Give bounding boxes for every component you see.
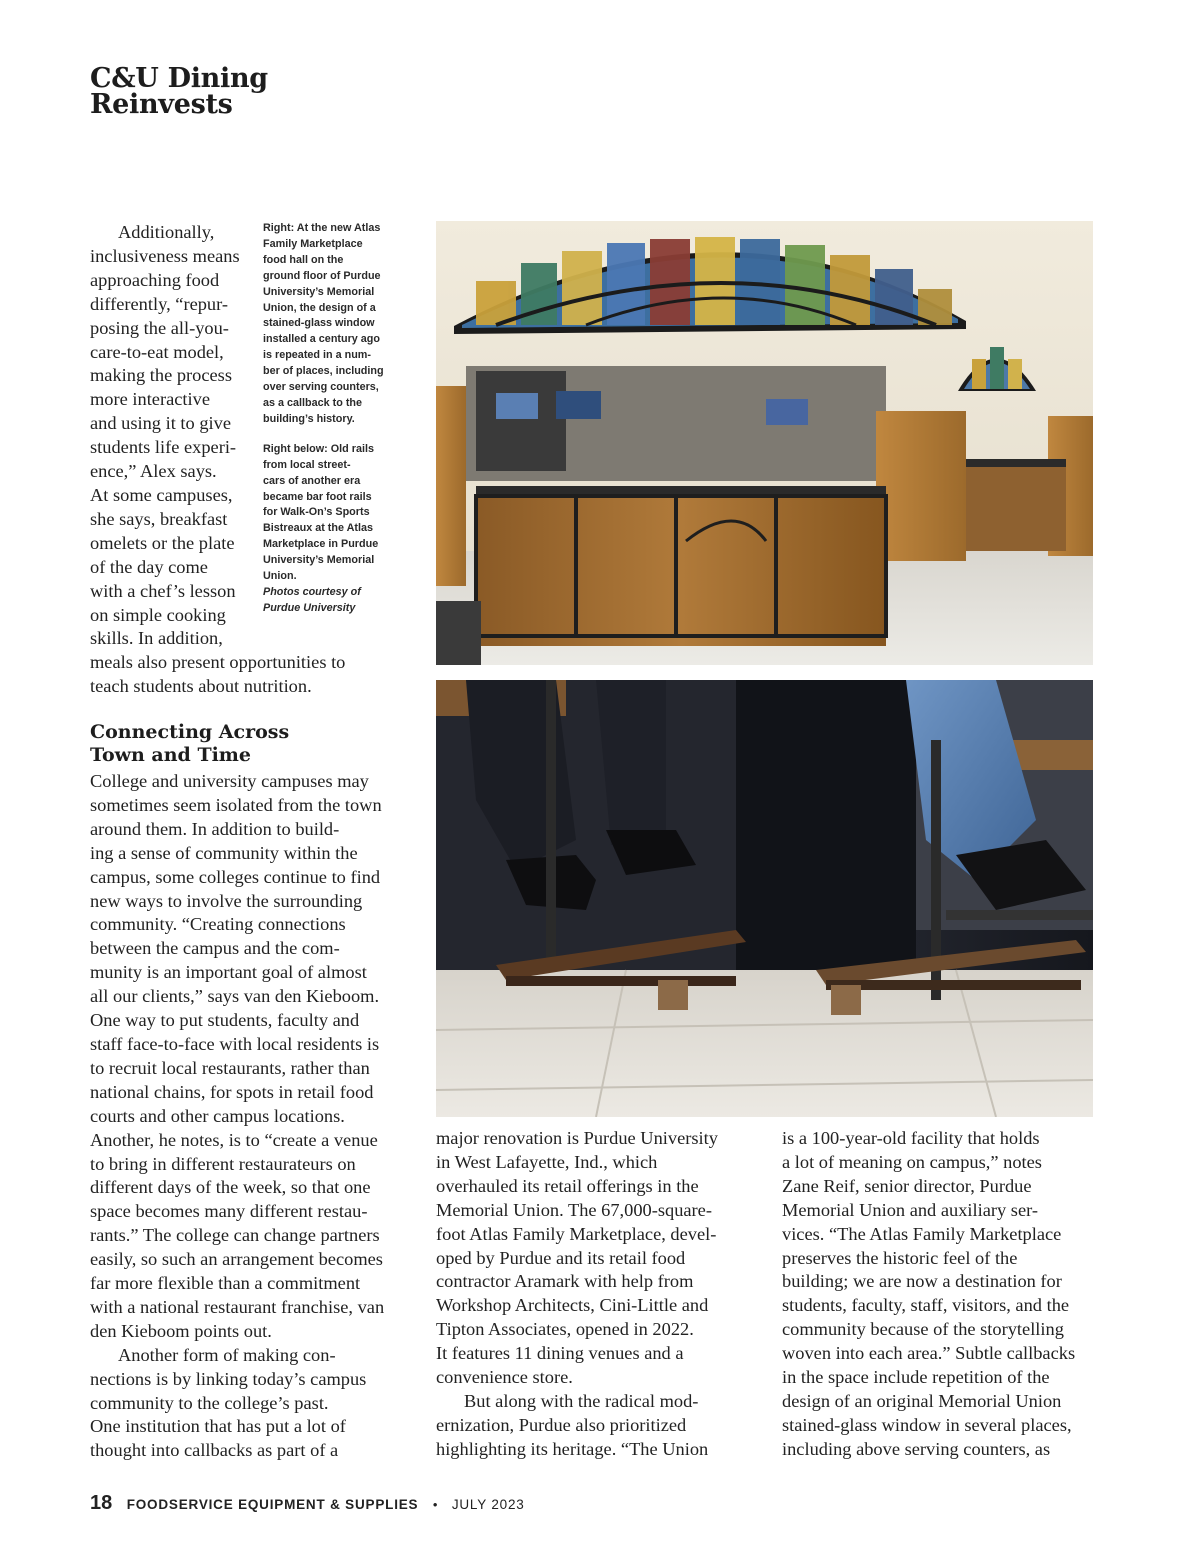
paragraph xyxy=(90,1344,410,1464)
text-line: teach students about nutrition. xyxy=(90,675,312,696)
caption-bottom-photo xyxy=(263,442,411,585)
caption-line: University’s Memorial xyxy=(263,554,375,567)
caption-line: Union, the design of a xyxy=(263,301,376,314)
caption-line: Marketplace in Purdue xyxy=(263,538,379,551)
text-line: vices. “The Atlas Family Marketplace xyxy=(782,1223,1062,1244)
caption-line: Family Marketplace xyxy=(263,237,363,250)
caption-line: ground floor of Purdue xyxy=(263,269,381,282)
text-line: new ways to involve the surrounding xyxy=(90,890,363,911)
text-line: nections is by linking today’s campus xyxy=(90,1368,367,1389)
text-line: oped by Purdue and its retail food xyxy=(436,1247,686,1268)
text-line: It features 11 dining venues and a xyxy=(436,1343,684,1364)
text-line: courts and other campus locations. xyxy=(90,1105,345,1126)
caption-line: is repeated in a num- xyxy=(263,349,371,362)
caption-line: Right below: Old rails xyxy=(263,442,374,455)
text-line: staff face-to-face with local residents is xyxy=(90,1033,380,1054)
text-line: ence,” Alex says. xyxy=(90,461,217,482)
text-line: Memorial Union and auxiliary ser- xyxy=(782,1199,1039,1220)
text-line: posing the all-you- xyxy=(90,317,229,338)
caption-line: from local street- xyxy=(263,458,351,471)
text-line: woven into each area.” Subtle callbacks xyxy=(782,1343,1076,1364)
text-line: differently, “repur- xyxy=(90,293,229,314)
text-line: making the process xyxy=(90,365,232,386)
caption-line: Union. xyxy=(263,570,297,583)
text-line: far more flexible than a commitment xyxy=(90,1273,361,1294)
text-line: foot Atlas Family Marketplace, devel- xyxy=(436,1223,717,1244)
text-line: to bring in different restaurateurs on xyxy=(90,1153,356,1174)
text-line: community to the college’s past. xyxy=(90,1392,329,1413)
text-line: Additionally, xyxy=(118,222,215,242)
intro-paragraph xyxy=(90,221,250,651)
footer-separator: • xyxy=(432,1497,438,1512)
photo-captions xyxy=(263,221,411,617)
issue-date: JULY 2023 xyxy=(451,1497,525,1512)
text-line: One institution that has put a lot of xyxy=(90,1416,346,1437)
text-line: munity is an important goal of almost xyxy=(90,962,367,983)
photo-foot-rails xyxy=(436,680,1093,1117)
caption-top-photo xyxy=(263,221,411,428)
paragraph xyxy=(90,770,410,1344)
column-1 xyxy=(90,770,410,1463)
text-line: all our clients,” says van den Kieboom. xyxy=(90,986,380,1007)
section-title-line: C&U Dining xyxy=(90,63,268,94)
section-title xyxy=(90,63,430,120)
caption-line: stained-glass window xyxy=(263,317,375,330)
text-line: different days of the week, so that one xyxy=(90,1177,371,1198)
text-line: rants.” The college can change partners xyxy=(90,1225,380,1246)
text-line: easily, so such an arrangement becomes xyxy=(90,1249,383,1270)
text-line: design of an original Memorial Union xyxy=(782,1390,1062,1411)
text-line: inclusiveness means xyxy=(90,245,240,266)
text-line: stained-glass window in several places, xyxy=(782,1414,1072,1435)
caption-line: food hall on the xyxy=(263,253,344,266)
text-line: At some campuses, xyxy=(90,484,233,505)
text-line: to recruit local restaurants, rather than xyxy=(90,1057,370,1078)
caption-line: Bistreaux at the Atlas xyxy=(263,522,374,535)
paragraph xyxy=(436,1390,751,1462)
caption-line: installed a century ago xyxy=(263,333,380,346)
text-line: But along with the radical mod- xyxy=(464,1390,699,1411)
text-line: community. “Creating connections xyxy=(90,914,346,935)
text-line: in West Lafayette, Ind., which xyxy=(436,1151,658,1172)
text-line: omelets or the plate xyxy=(90,532,235,553)
text-line: in the space include repetition of the xyxy=(782,1367,1050,1388)
text-line: campus, some colleges continue to find xyxy=(90,866,381,887)
text-line: she says, breakfast xyxy=(90,508,228,529)
subheading-line: Connecting Across xyxy=(90,721,290,743)
credit-line: Photos courtesy of xyxy=(263,585,361,598)
caption-line: University’s Memorial xyxy=(263,285,375,298)
text-line: around them. In addition to build- xyxy=(90,818,340,839)
text-line: Another, he notes, is to “create a venue xyxy=(90,1129,378,1150)
text-line: between the campus and the com- xyxy=(90,938,340,959)
text-line: sometimes seem isolated from the town xyxy=(90,794,382,815)
column-3 xyxy=(782,1127,1102,1462)
text-line: meals also present opportunities to xyxy=(90,652,346,672)
text-line: more interactive xyxy=(90,389,210,410)
text-line: is a 100-year-old facility that holds xyxy=(782,1128,1040,1148)
text-line: One way to put students, faculty and xyxy=(90,1010,360,1031)
text-line: Another form of making con- xyxy=(118,1344,336,1365)
text-line: Tipton Associates, opened in 2022. xyxy=(436,1319,694,1340)
text-line: with a chef’s lesson xyxy=(90,580,236,601)
text-line: a lot of meaning on campus,” notes xyxy=(782,1151,1042,1172)
text-line: care-to-eat model, xyxy=(90,341,224,362)
intro-paragraph-end xyxy=(90,651,410,699)
text-line: contractor Aramark with help from xyxy=(436,1271,694,1292)
text-line: highlighting its heritage. “The Union xyxy=(436,1438,709,1459)
subheading xyxy=(90,721,410,767)
caption-line: building’s history. xyxy=(263,412,355,425)
magazine-name: FOODSERVICE EQUIPMENT & SUPPLIES xyxy=(126,1497,419,1512)
text-line: national chains, for spots in retail food xyxy=(90,1081,374,1102)
caption-line: as a callback to the xyxy=(263,396,363,409)
page-number: 18 xyxy=(90,1492,113,1514)
text-line: overhauled its retail offerings in the xyxy=(436,1175,699,1196)
text-line: Zane Reif, senior director, Purdue xyxy=(782,1175,1032,1196)
text-line: Memorial Union. The 67,000-square- xyxy=(436,1199,712,1220)
text-line: thought into callbacks as part of a xyxy=(90,1440,339,1461)
credit-line: Purdue University xyxy=(263,601,356,614)
text-line: major renovation is Purdue University xyxy=(436,1128,718,1148)
text-line: including above serving counters, as xyxy=(782,1438,1051,1459)
subheading-line: Town and Time xyxy=(90,744,251,766)
text-line: building; we are now a destination for xyxy=(782,1271,1062,1292)
text-line: Workshop Architects, Cini-Little and xyxy=(436,1295,709,1316)
text-line: community because of the storytelling xyxy=(782,1319,1064,1340)
text-line: students life experi- xyxy=(90,437,237,458)
text-line: convenience store. xyxy=(436,1367,573,1388)
caption-line: over serving counters, xyxy=(263,381,379,394)
caption-line: ber of places, including xyxy=(263,365,384,378)
photo-food-hall xyxy=(436,221,1093,665)
text-line: of the day come xyxy=(90,556,208,577)
text-line: students, faculty, staff, visitors, and the xyxy=(782,1295,1070,1316)
photo-credit xyxy=(263,585,411,617)
text-line: skills. In addition, xyxy=(90,628,223,649)
caption-line: cars of another era xyxy=(263,474,361,487)
text-line: preserves the historic feel of the xyxy=(782,1247,1018,1268)
text-line: ernization, Purdue also prioritized xyxy=(436,1414,687,1435)
text-line: and using it to give xyxy=(90,413,231,434)
caption-line: Right: At the new Atlas xyxy=(263,222,381,234)
caption-line: became bar foot rails xyxy=(263,490,372,503)
text-line: space becomes many different restau- xyxy=(90,1201,368,1222)
text-line: ing a sense of community within the xyxy=(90,842,358,863)
paragraph xyxy=(436,1127,751,1390)
page-footer xyxy=(90,1492,790,1515)
text-line: on simple cooking xyxy=(90,604,226,625)
text-line: approaching food xyxy=(90,269,220,290)
text-line: College and university campuses may xyxy=(90,771,369,791)
caption-line: for Walk-On’s Sports xyxy=(263,506,370,519)
column-2 xyxy=(436,1127,751,1462)
text-line: with a national restaurant franchise, van xyxy=(90,1296,385,1317)
text-line: den Kieboom points out. xyxy=(90,1320,272,1341)
section-title-line: Reinvests xyxy=(90,89,233,120)
